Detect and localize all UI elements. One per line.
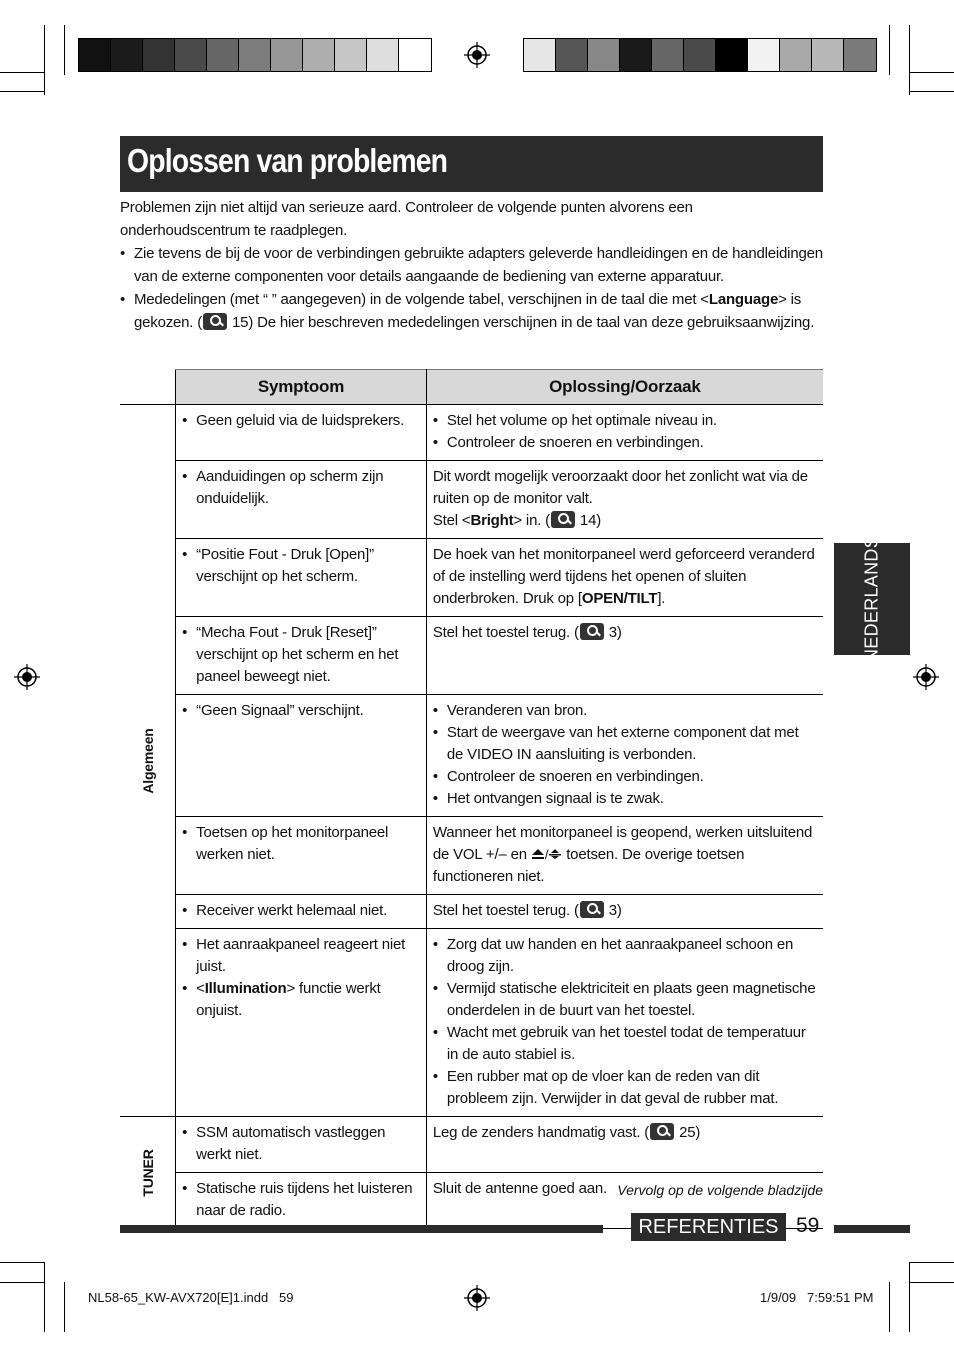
solution-text: ) (616, 624, 622, 641)
category-label: TUNER (139, 1148, 156, 1197)
symptom-cell (176, 617, 427, 695)
page-title: Oplossen van problemen (127, 142, 448, 179)
symptom-cell (176, 1173, 427, 1229)
intro-text: > is gekozen. ( (134, 291, 802, 331)
page-reference-number: 15 (232, 314, 249, 331)
color-swatch (175, 39, 207, 71)
calibration-strip-right (523, 38, 877, 72)
table-row (120, 539, 823, 617)
solution-cell (426, 1117, 823, 1173)
color-swatch (524, 39, 556, 71)
section-label: REFERENTIES (631, 1213, 786, 1241)
solution-text: Dit wordt mogelijk veroorzaakt door het zonlicht wat via de ruiten op de monitor valt. (432, 468, 808, 507)
table-header-row (120, 370, 823, 405)
solution-text: Leg de zenders handmatig vast. ( (432, 1124, 650, 1141)
intro-text: ) De hier beschreven mededelingen verschijnen in de taal van deze gebruiksaanwijzing. (248, 314, 815, 331)
solution-cell (426, 695, 823, 817)
solution-text (433, 510, 817, 532)
symptom-item: • Toetsen op het monitorpaneel werken niet. (182, 822, 420, 866)
registration-mark-icon (913, 664, 939, 690)
color-swatch (588, 39, 620, 71)
color-swatch (684, 39, 716, 71)
intro-section (120, 196, 823, 334)
solution-text: Stel < (432, 512, 471, 529)
solution-item: • Start de weergave van het externe component dat met de VIDEO IN aansluiting is verbonden. (433, 722, 817, 766)
calibration-strip-left (78, 38, 432, 72)
solution-text: Wanneer het monitorpaneel is geopend, werken uitsluitend de VOL +/– en (432, 824, 813, 863)
symptom-item: • “Mecha Fout - Druk [Reset]” verschijnt op het scherm en het paneel beweegt niet. (182, 622, 420, 688)
symptom-cell (176, 695, 427, 817)
color-swatch (556, 39, 588, 71)
category-label: Algemeen (139, 727, 156, 794)
solution-item: • Een rubber mat op de vloer kan de reden van dit probleem zijn. Verwijder in dat geval de rubber mat. (433, 1066, 817, 1110)
page-reference-icon (203, 313, 227, 330)
solution-item: • Het ontvangen signaal is te zwak. (433, 788, 817, 810)
table-row (120, 405, 823, 461)
solution-item: • Stel het volume op het optimale niveau in. (433, 410, 817, 432)
registration-mark-icon (14, 664, 40, 690)
solution-item: • Wacht met gebruik van het toestel todat de temperatuur in de auto stabiel is. (433, 1022, 817, 1066)
crop-mark (64, 25, 65, 75)
page-reference-icon (580, 901, 604, 918)
color-swatch (111, 39, 143, 71)
crop-mark (889, 25, 890, 75)
page-number: 59 (796, 1214, 820, 1237)
symptom-item: • “Positie Fout - Druk [Open]” verschijnt op het scherm. (182, 544, 420, 588)
troubleshooting-table (120, 369, 823, 1229)
intro-list (120, 242, 823, 334)
intro-bullet (120, 288, 823, 334)
color-swatch (303, 39, 335, 71)
page-reference-number: 3 (608, 902, 617, 919)
page-reference-icon (650, 1123, 674, 1140)
solution-item: • Vermijd statische elektriciteit en plaats geen magnetische onderdelen in de buurt van het toestel. (433, 978, 817, 1022)
crop-mark (44, 25, 45, 95)
symptom-item: • SSM automatisch vastleggen werkt niet. (182, 1122, 420, 1166)
solution-text: Stel het toestel terug. ( (432, 624, 579, 641)
intro-paragraph: Problemen zijn niet altijd van serieuze aard. Controleer de volgende punten alvorens een onderhoudscentrum te raadplegen. (120, 199, 693, 239)
solution-cell (426, 405, 823, 461)
eject-icon (531, 848, 545, 860)
color-swatch (716, 39, 748, 71)
color-swatch (780, 39, 812, 71)
crop-mark (910, 1262, 954, 1263)
color-swatch (748, 39, 780, 71)
solution-text: ]. (657, 590, 666, 607)
crop-mark (0, 1282, 44, 1283)
page-reference-icon (580, 623, 604, 640)
slug-datetime: 1/9/09 7:59:51 PM (760, 1290, 874, 1305)
crop-mark (0, 72, 44, 73)
symptom-text: > functie werkt onjuist. (196, 980, 381, 1019)
crop-mark (64, 1282, 65, 1332)
crop-mark (910, 1282, 954, 1283)
color-swatch (367, 39, 399, 71)
symptom-cell (176, 929, 427, 1117)
solution-text: ) (596, 512, 602, 529)
title-bar (120, 136, 823, 192)
symptom-text: < (196, 980, 205, 997)
solution-cell (426, 617, 823, 695)
symptom-cell (176, 405, 427, 461)
solution-item: • Controleer de snoeren en verbindingen. (433, 432, 817, 454)
crop-mark (910, 72, 954, 73)
solution-text: ) (616, 902, 622, 919)
crop-mark (909, 25, 910, 95)
side-tab-label: NEDERLANDS (861, 535, 882, 663)
symptom-cell (176, 461, 427, 539)
color-swatch (812, 39, 844, 71)
table-row (120, 461, 823, 539)
language-setting: Language (708, 291, 779, 308)
solution-text: Stel het toestel terug. ( (432, 902, 579, 919)
solution-item: • Zorg dat uw handen en het aanraakpaneel schoon en droog zijn. (433, 934, 817, 978)
symptom-cell (176, 1117, 427, 1173)
symptom-item: • Receiver werkt helemaal niet. (182, 900, 420, 922)
color-swatch (79, 39, 111, 71)
page-reference-number: 14 (579, 512, 597, 529)
table-row (120, 895, 823, 929)
registration-mark-icon (464, 1285, 490, 1311)
color-swatch (143, 39, 175, 71)
solution-cell: Sluit de antenne goed aan. (426, 1173, 823, 1229)
bright-setting: Bright (470, 512, 514, 529)
symptom-item: • “Geen Signaal” verschijnt. (182, 700, 420, 722)
color-swatch (239, 39, 271, 71)
color-swatch (620, 39, 652, 71)
page-reference-icon (551, 511, 575, 528)
table-row (120, 1117, 823, 1173)
color-swatch (399, 39, 431, 71)
footer-rule (834, 1225, 910, 1233)
intro-bullet: • Zie tevens de bij de voor de verbindingen gebruikte adapters geleverde handleidingen en de handleidingen van de externe componenten voor details aangaande de bediening van externe apparatuur. (120, 242, 823, 288)
table-row (120, 617, 823, 695)
slash-separator: / (544, 847, 549, 862)
angle-icon (548, 848, 562, 860)
solution-cell (426, 539, 823, 617)
crop-mark (44, 1262, 45, 1332)
color-swatch (207, 39, 239, 71)
footer-rule (120, 1225, 603, 1233)
table-row (120, 929, 823, 1117)
solution-item: • Controleer de snoeren en verbindingen. (433, 766, 817, 788)
symptom-item: • Geen geluid via de luidsprekers. (182, 410, 420, 432)
intro-text: Mededelingen (met “ ” aangegeven) in de volgende tabel, verschijnen in de taal die met < (134, 291, 709, 308)
symptom-cell (176, 817, 427, 895)
solution-cell (426, 929, 823, 1117)
header-solution: Oplossing/Oorzaak (426, 370, 823, 405)
crop-mark (910, 91, 954, 92)
solution-text: > in. ( (513, 512, 550, 529)
symptom-cell (176, 895, 427, 929)
slug-file: NL58-65_KW-AVX720[E]1.indd 59 (88, 1290, 294, 1305)
solution-cell (426, 461, 823, 539)
symptom-item (182, 978, 420, 1022)
solution-text: ) (695, 1124, 701, 1141)
symptom-item: • Statische ruis tijdens het luisteren naar de radio. (182, 1178, 420, 1222)
color-swatch (844, 39, 876, 71)
symptom-item: • Het aanraakpaneel reageert niet juist. (182, 934, 420, 978)
page-reference-number: 25 (679, 1124, 696, 1141)
category-general (120, 405, 176, 1117)
registration-mark-icon (464, 42, 490, 68)
color-swatch (271, 39, 303, 71)
solution-text: De hoek van het monitorpaneel werd geforceerd veranderd of de instelling werd tijdens het openen of sluiten onderbroken. Druk op [ (432, 546, 815, 607)
color-swatch (335, 39, 367, 71)
table-row (120, 817, 823, 895)
solution-cell (426, 895, 823, 929)
header-symptom: Symptoom (176, 370, 427, 405)
open-tilt-button-label: OPEN/TILT (581, 590, 658, 607)
crop-mark (889, 1282, 890, 1332)
crop-mark (909, 1262, 910, 1332)
category-tuner (120, 1117, 176, 1229)
language-side-tab (834, 535, 910, 663)
continued-note: Vervolg op de volgende bladzijde (617, 1182, 823, 1198)
page-reference-number: 3 (608, 624, 617, 641)
symptom-item: • Aanduidingen op scherm zijn onduidelijk. (182, 466, 420, 510)
color-swatch (652, 39, 684, 71)
solution-cell (426, 817, 823, 895)
crop-mark (0, 1262, 44, 1263)
illumination-setting: Illumination (204, 980, 287, 997)
table-row (120, 695, 823, 817)
solution-item: • Veranderen van bron. (433, 700, 817, 722)
crop-mark (0, 91, 44, 92)
symptom-cell (176, 539, 427, 617)
solution-text: toetsen. De overige toetsen functioneren niet. (432, 846, 745, 885)
header-blank (120, 370, 176, 405)
